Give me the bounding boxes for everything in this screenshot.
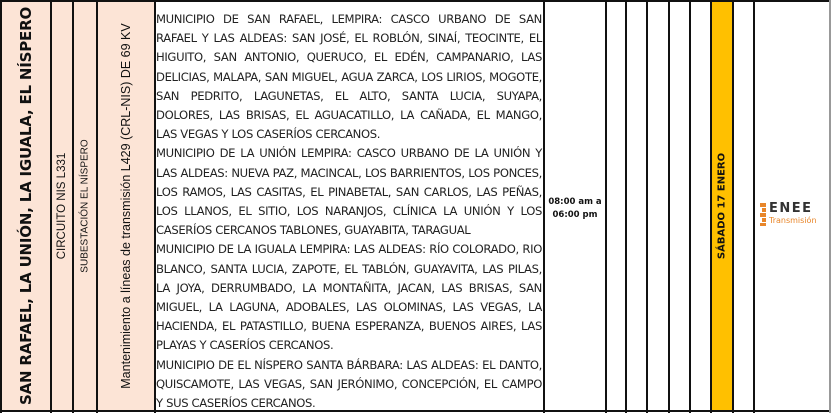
col-divider	[710, 0, 712, 413]
col-divider	[625, 0, 627, 413]
col-divider	[72, 0, 74, 413]
work-description-text: Mantenimiento a líneas de transmisión L429 (CRL-NIS) DE 69 KV	[119, 23, 133, 389]
col-divider	[732, 0, 734, 413]
col-divider	[50, 0, 52, 413]
enee-logo-icon	[760, 203, 766, 225]
work-description-cell	[98, 2, 154, 410]
affected-area-la-union: MUNICIPIO DE LA UNIÓN LEMPIRA: CASCO URBANO DE LA UNIÓN Y LAS ALDEAS: NUEVA PAZ, MACINCAL, LOS BARRIENTOS, LOS PONCES, LOS RAMOS, LAS CASITAS, EL PINABETAL, SAN CARLOS, LAS PEÑAS, LOS LLANOS, EL SITIO, LOS NARANJOS, CLÍNICA LA UNIÓN Y LOS CASERÍOS CERCANOS TABLONES, GUAYABITA, TARAGUAL	[156, 146, 542, 238]
time-start: 08:00 am a	[548, 197, 602, 207]
table-top-border	[0, 0, 831, 2]
circuit-text: CIRCUITO NIS L331	[56, 152, 68, 260]
logo-subtitle: Transmisión	[769, 216, 817, 225]
col-divider	[689, 0, 691, 413]
time-range-cell	[545, 196, 605, 222]
substation-cell	[74, 2, 96, 410]
col-divider	[646, 0, 648, 413]
col-divider	[605, 0, 607, 413]
col-divider	[0, 0, 2, 413]
col-divider	[753, 0, 755, 413]
zone-cell	[2, 2, 50, 410]
affected-areas-cell	[156, 10, 542, 413]
affected-area-san-rafael: MUNICIPIO DE SAN RAFAEL, LEMPIRA: CASCO URBANO DE SAN RAFAEL Y LAS ALDEAS: SAN JOSÉ, EL ROBLÓN, SINAÍ, TEOCINTE, EL HIGUITO, SAN ANTONIO, QUERUCO, EL EDÉN, CAMPANARIO, LAS DELICIAS, MALAPA, SAN MIGUEL, AGUA ZARCA, LOS LIRIOS, MOGOTE, SAN PEDRITO, LAGUNETAS, EL ALTO, SANTA LUCIA, SUYAPA, DOLORES, LAS BRISAS, EL AGUACATILLO, LA CAÑADA, EL MANGO, LAS VEGAS Y LOS CASERÍOS CERCANOS.	[156, 12, 542, 142]
col-divider	[829, 0, 831, 413]
table-bottom-border	[0, 410, 831, 412]
zone-text: SAN RAFAEL, LA UNIÓN, LA IGUALA, EL NÍSPERO	[17, 6, 35, 406]
date-cell	[712, 2, 732, 410]
time-end: 06:00 pm	[552, 210, 598, 220]
col-divider	[96, 0, 98, 413]
logo-word: ENEE	[769, 201, 813, 216]
enee-logo	[760, 201, 826, 229]
affected-area-la-iguala: MUNICIPIO DE LA IGUALA LEMPIRA: LAS ALDEAS: RÍO COLORADO, RIO BLANCO, SANTA LUCIA, ZAPOTE, EL TABLÓN, GUAYAVITA, LAS PILAS, LA JOYA, DERRUMBADO, LA MONTAÑITA, JACAN, LAS BRISAS, SAN MIGUEL, LA LAGUNA, ADOBALES, LAS OLOMINAS, LAS VEGAS, LA HACIENDA, EL PATASTILLO, BUENA ESPERANZA, BUENOS AIRES, LAS PLAYAS Y CASERÍOS CERCANOS.	[156, 242, 542, 353]
substation-text: SUBESTACIÓN EL NÍSPERO	[79, 139, 91, 273]
col-divider	[668, 0, 670, 413]
date-text: SÁBADO 17 ENERO	[716, 152, 728, 260]
col-divider	[154, 0, 156, 413]
affected-area-el-nispero: MUNICIPIO DE EL NÍSPERO SANTA BÁRBARA: LAS ALDEAS: EL DANTO, QUISCAMOTE, LAS VEGAS, SAN JERÓNIMO, CONCEPCIÓN, EL CAMPO Y SUS CASERÍOS CERCANOS.	[156, 357, 542, 411]
circuit-cell	[52, 2, 72, 410]
col-divider	[543, 0, 545, 413]
